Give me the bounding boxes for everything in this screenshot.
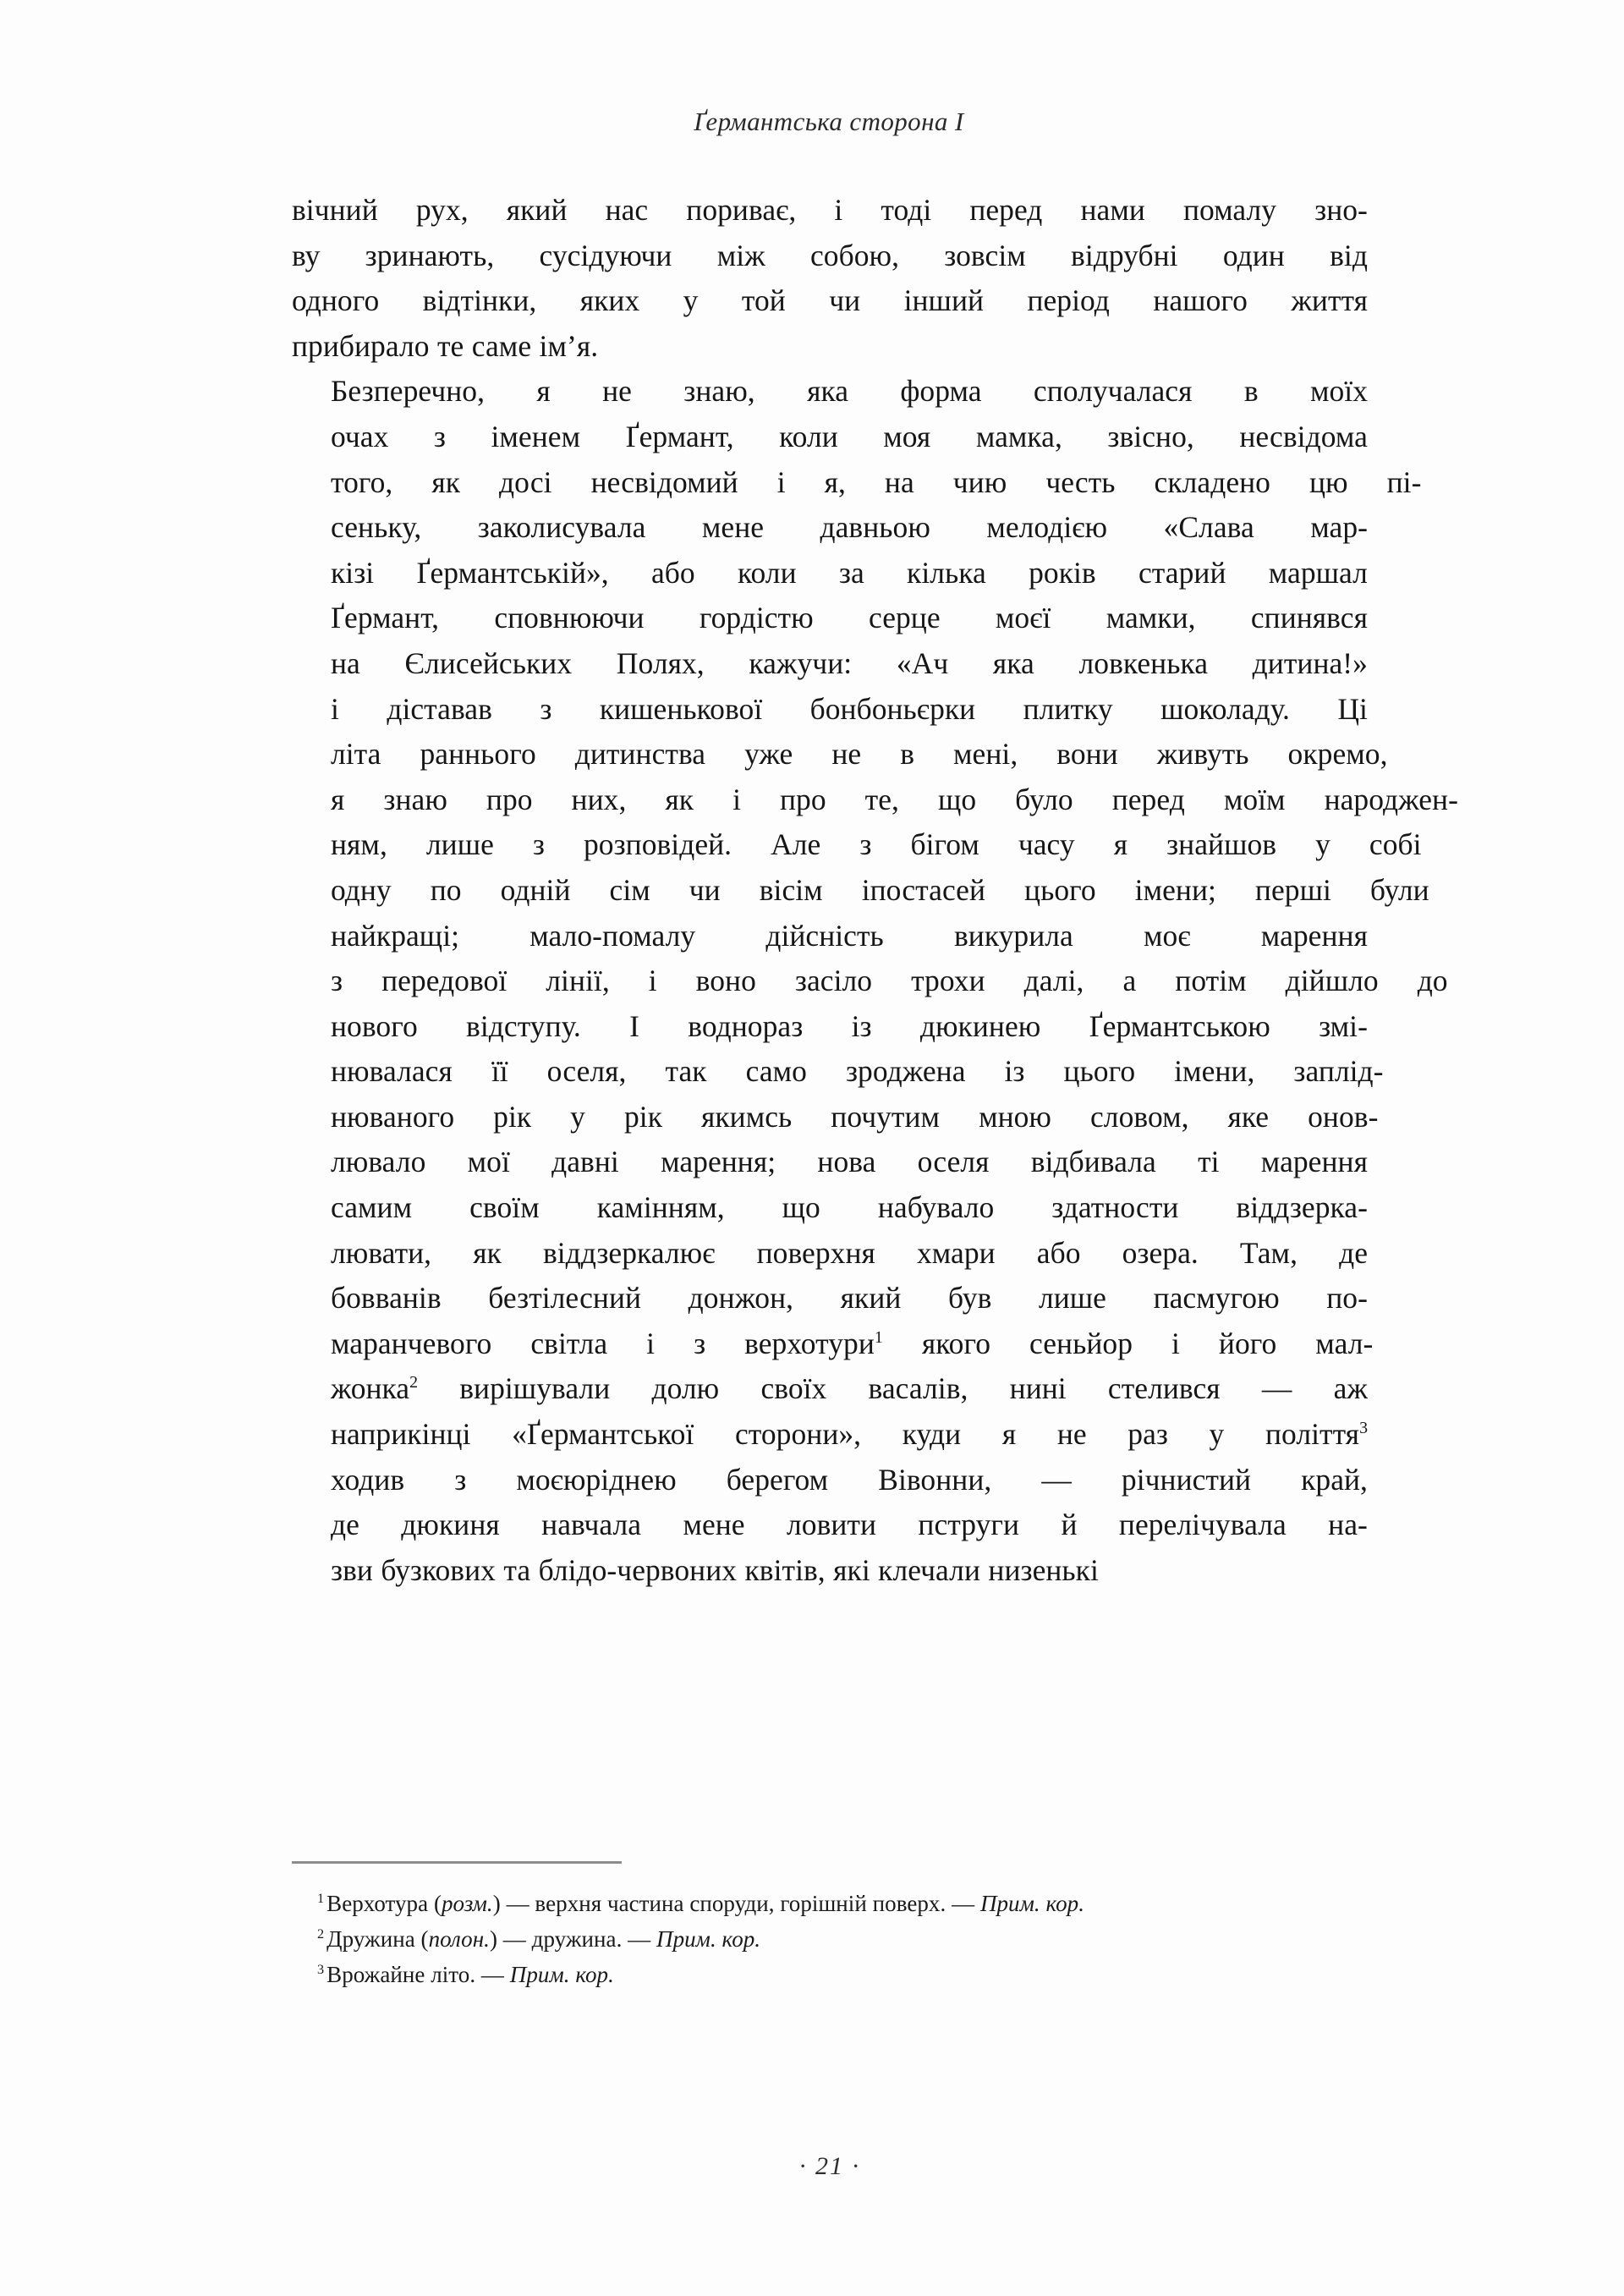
- text-line: самим своїм камінням, що набувало здатности віддзерка-: [331, 1190, 1368, 1225]
- text-line: нового відступу. І воднораз із дюкинею Ґермантською змі-: [331, 1008, 1368, 1043]
- text-line: лювало мої давні марення; нова оселя відбивала ті марення: [331, 1145, 1368, 1179]
- text-line: літа раннього дитинства уже не в мені, вони живуть окремо,: [331, 737, 1388, 772]
- footnotes-section: [292, 1861, 1368, 1992]
- footnote-item: $^3$ Врожайне літо. — Прим. кор.: [317, 1962, 614, 1987]
- footnote-separator-rule: [292, 1861, 622, 1864]
- footnote-abbrev: полон.: [428, 1926, 490, 1952]
- text-line: нювалася її оселя, так само зроджена із цього імени, заплід-: [331, 1054, 1384, 1089]
- text-line: ву зринають, сусідуючи між собою, зовсім відрубні один від: [292, 238, 1368, 272]
- text-line: ням, лише з розповідей. Але з бігом часу я знайшов у собі: [331, 827, 1422, 862]
- text-line: я знаю про них, як і про те, що було перед моїм народжен-: [331, 782, 1458, 816]
- text-line: найкращі; мало-помалу дійсність викурила моє марення: [331, 918, 1368, 953]
- text-line: бовванів безтілесний донжон, який був лише пасмугою по-: [331, 1281, 1368, 1316]
- footnote-item: $^2$ Дружина (полон.) — дружина. — Прим. кор.: [317, 1926, 761, 1952]
- footnote-marker: 3: [317, 1962, 325, 1977]
- paragraph-2: [292, 369, 1458, 1593]
- text-line: наприкінці «Ґермантської сторони», куди я не раз у поліття$^3$: [331, 1417, 1368, 1452]
- text-line: сеньку, заколисувала мене давньою мелодією «Слава мар-: [331, 510, 1368, 545]
- running-header: Ґермантська сторона I: [694, 107, 964, 136]
- footnote-item: $^1$ Верхотура (розм.) — верхня частина споруди, горішній поверх. — Прим. кор.: [317, 1891, 1085, 1916]
- text-line: жонка$^2$ вирішували долю своїх васалів, нині стелився — аж: [331, 1371, 1368, 1406]
- footnote-attribution: Прим. кор.: [509, 1962, 614, 1987]
- footnote-marker: 1: [317, 1891, 325, 1906]
- text-line: де дюкиня навчала мене ловити пструги й перелічувала на-: [331, 1508, 1368, 1542]
- page-number: · 21 ·: [799, 2152, 860, 2180]
- footnote-abbrev: розм.: [441, 1891, 493, 1916]
- text-line: прибирало те саме ім’я.: [292, 328, 599, 363]
- text-line: того, як досі несвідомий і я, на чию честь складено цю пі-: [331, 464, 1422, 499]
- text-line: кізі Ґермантській», або коли за кілька років старий маршал: [331, 555, 1368, 590]
- text-line: очах з іменем Ґермант, коли моя мамка, звісно, несвідома: [331, 419, 1368, 453]
- text-line: Ґермант, сповнюючи гордістю серце моєї мамки, спинявся: [331, 601, 1368, 635]
- text-line: і діставав з кишенькової бонбоньєрки плитку шоколаду. Ці: [331, 691, 1368, 726]
- text-line: Безперечно, я не знаю, яка форма сполучалася в моїх: [331, 374, 1368, 409]
- footnote-attribution: Прим. кор.: [979, 1891, 1085, 1916]
- body-text-block: [292, 188, 1458, 1593]
- text-line: одного відтінки, яких у той чи інший період нашого життя: [292, 283, 1368, 318]
- text-line: одну по одній сім чи вісім іпостасей цього імени; перші були: [331, 872, 1429, 907]
- footnote-marker: 2: [317, 1926, 325, 1942]
- text-line: маранчевого світла і з верхотури$^1$ якого сеньйор і його мал-: [331, 1326, 1374, 1360]
- text-line: вічний рух, який нас пориває, і тоді перед нами помалу зно-: [292, 193, 1368, 227]
- text-line: зви бузкових та блідо-червоних квітів, які клечали низенькі: [331, 1552, 1099, 1587]
- text-line: на Єлисейських Полях, кажучи: «Ач яка ловкенька дитина!»: [331, 645, 1368, 680]
- paragraph-1: [292, 188, 1368, 369]
- footnote-attribution: Прим. кор.: [656, 1926, 761, 1952]
- text-line: ходив з моєюріднею берегом Вівонни, — річнистий край,: [331, 1462, 1368, 1497]
- text-line: нюваного рік у рік якимсь почутим мною словом, яке онов-: [331, 1099, 1379, 1134]
- text-line: з передової лінії, і воно засіло трохи далі, а потім дійшло до: [331, 964, 1448, 998]
- text-line: лювати, як віддзеркалює поверхня хмари або озера. Там, де: [331, 1235, 1368, 1270]
